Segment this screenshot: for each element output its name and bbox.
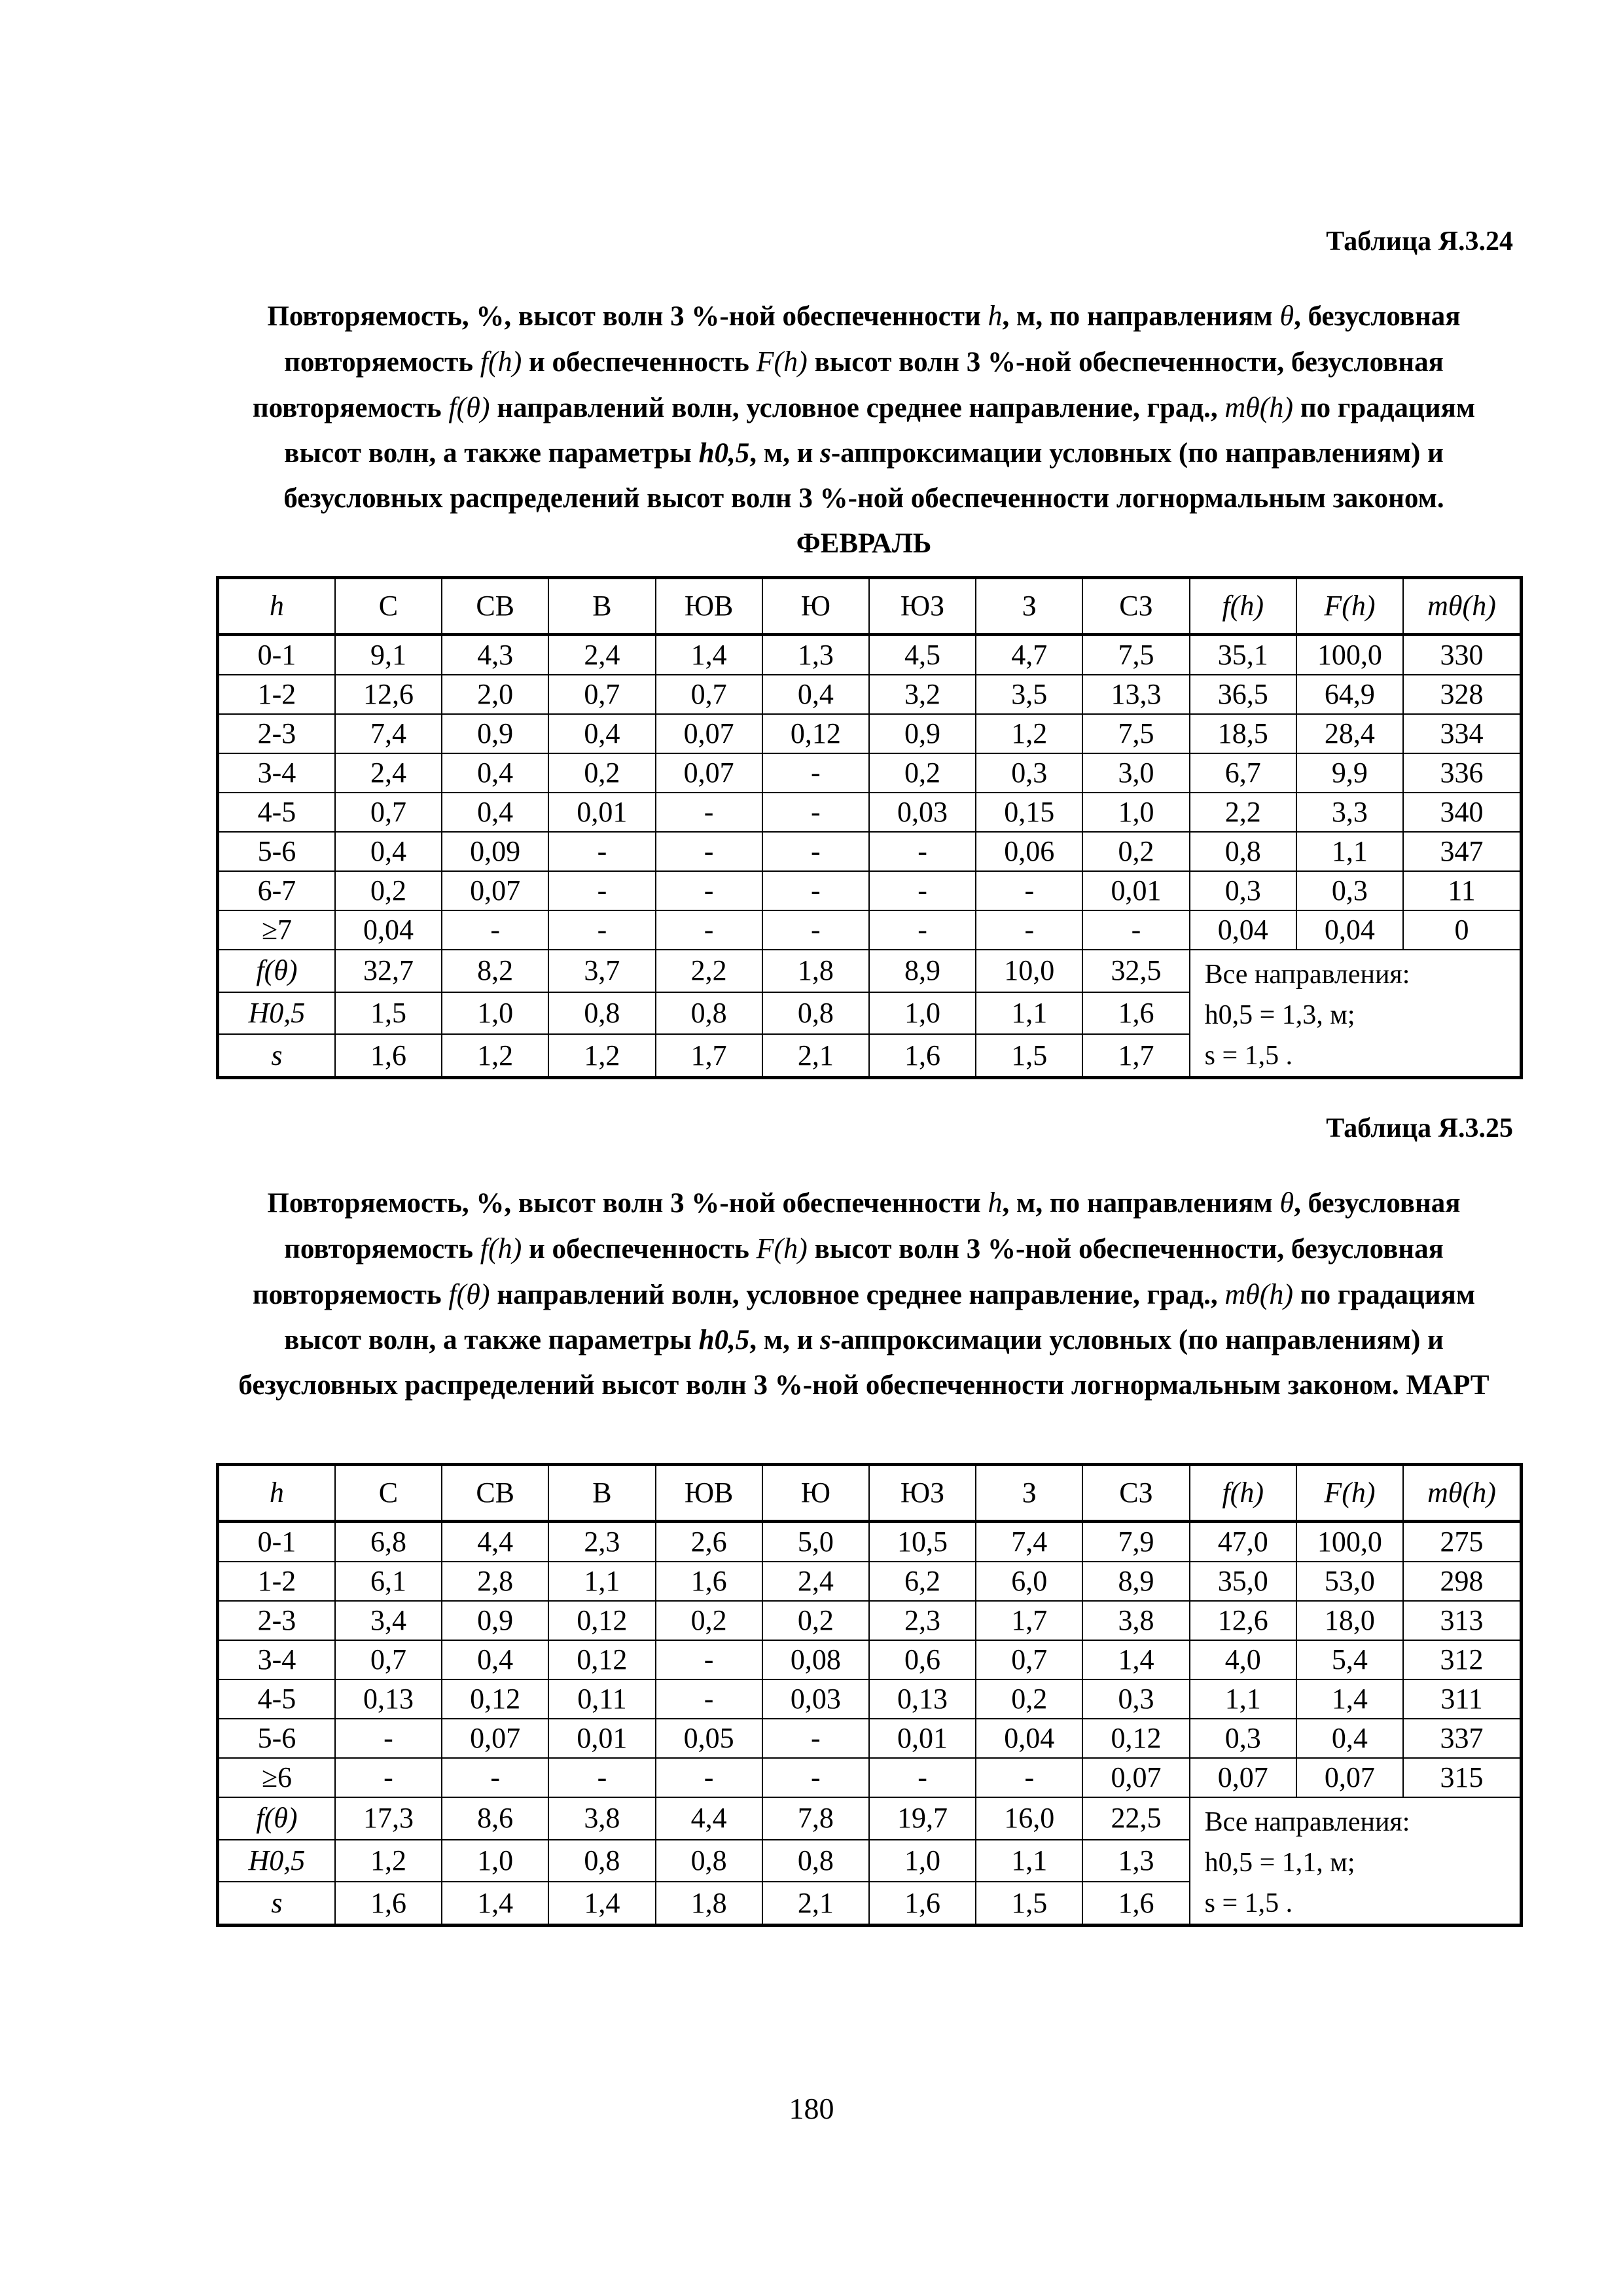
- table-cell: 0,12: [1082, 1719, 1189, 1758]
- table-cell: 10,0: [976, 950, 1082, 992]
- table-cell: 3,0: [1082, 753, 1189, 793]
- table-cell: 0,01: [548, 793, 655, 832]
- table-cell: 32,7: [335, 950, 442, 992]
- table-cell: 0,4: [442, 1640, 548, 1679]
- table-cell: 0,2: [548, 753, 655, 793]
- table-caption: Повторяемость, %, высот волн 3 %-ной обеспеченности h, м, по направлениям θ, безусловная повторяемость f(h) и обеспеченность F(h) высот волн 3 %-ной обеспеченности, безусловная повторяемость f(θ) направлений волн, условное среднее направление, град., mθ(h) по градациям высот волн, а также параметры h0,5, м, и s-аппроксимации условных (по направлениям) и безусловных распределений высот волн 3 %-ной обеспеченности логнормальным законом. ФЕВРАЛЬ: [252, 300, 1476, 559]
- table-cell: 0,07: [1190, 1758, 1296, 1797]
- table-cell: 1,4: [442, 1882, 548, 1925]
- table-cell: 1,7: [976, 1601, 1082, 1640]
- table-cell: -: [656, 832, 762, 871]
- note-line: Все направления:: [1204, 960, 1410, 990]
- table-cell: 1,2: [548, 1034, 655, 1077]
- table-cell: -: [762, 1719, 869, 1758]
- table-cell: 0,07: [442, 1719, 548, 1758]
- table-cell: 0,3: [1190, 1719, 1296, 1758]
- table-cell: 53,0: [1296, 1562, 1403, 1601]
- table-cell: 1,4: [656, 635, 762, 675]
- table-cell: 0,07: [1296, 1758, 1403, 1797]
- column-header: В: [548, 578, 655, 635]
- table-cell: 2,0: [442, 675, 548, 714]
- table-caption: Повторяемость, %, высот волн 3 %-ной обеспеченности h, м, по направлениям θ, безусловная повторяемость f(h) и обеспеченность F(h) высот волн 3 %-ной обеспеченности, безусловная повторяемость f(θ) направлений волн, условное среднее направление, град., mθ(h) по градациям высот волн, а также параметры h0,5, м, и s-аппроксимации условных (по направлениям) и безусловных распределений высот волн 3 %-ной обеспеченности логнормальным законом. МАРТ: [238, 1187, 1489, 1401]
- table-cell: 0: [1403, 910, 1521, 950]
- table-cell: 0,8: [1190, 832, 1296, 871]
- table-row: [218, 1719, 1522, 1758]
- row-label: 0-1: [218, 635, 335, 675]
- table-cell: -: [869, 1758, 976, 1797]
- table-cell: 298: [1403, 1562, 1521, 1601]
- table-cell: 0,12: [442, 1679, 548, 1719]
- table-cell: 7,5: [1082, 635, 1189, 675]
- table-cell: 1,3: [1082, 1840, 1189, 1882]
- all-directions-note: [1190, 950, 1522, 1078]
- table-cell: -: [762, 832, 869, 871]
- table-cell: 0,13: [869, 1679, 976, 1719]
- table-cell: -: [335, 1719, 442, 1758]
- table-cell: 0,03: [762, 1679, 869, 1719]
- table-cell: 6,7: [1190, 753, 1296, 793]
- table-cell: 0,07: [442, 871, 548, 910]
- table-cell: 0,6: [869, 1640, 976, 1679]
- note-line: Все направления:: [1204, 1807, 1410, 1837]
- table-cell: 0,01: [548, 1719, 655, 1758]
- table-cell: 6,0: [976, 1562, 1082, 1601]
- table-cell: 1,0: [442, 992, 548, 1035]
- row-label: 3-4: [218, 1640, 335, 1679]
- table-cell: 19,7: [869, 1797, 976, 1840]
- table-cell: 0,9: [869, 714, 976, 753]
- note-line: s = 1,5 .: [1204, 1888, 1293, 1918]
- table-cell: 2,3: [869, 1601, 976, 1640]
- column-header: f(h): [1190, 578, 1296, 635]
- table-cell: 2,2: [656, 950, 762, 992]
- table-cell: 28,4: [1296, 714, 1403, 753]
- table-cell: 0,07: [1082, 1758, 1189, 1797]
- column-header: СЗ: [1082, 1465, 1189, 1522]
- table-header-row: [218, 1465, 1522, 1522]
- table-cell: 4,7: [976, 635, 1082, 675]
- table-cell: 11: [1403, 871, 1521, 910]
- table-cell: 1,4: [548, 1882, 655, 1925]
- column-header: f(h): [1190, 1465, 1296, 1522]
- table-cell: 10,5: [869, 1522, 976, 1562]
- table-cell: 1,7: [656, 1034, 762, 1077]
- table-cell: 0,06: [976, 832, 1082, 871]
- table-cell: 2,3: [548, 1522, 655, 1562]
- table-cell: 0,7: [976, 1640, 1082, 1679]
- table-cell: 4,4: [656, 1797, 762, 1840]
- table-cell: 0,13: [335, 1679, 442, 1719]
- table-cell: 5,0: [762, 1522, 869, 1562]
- table-cell: 9,9: [1296, 753, 1403, 793]
- table-cell: 315: [1403, 1758, 1521, 1797]
- column-header: СВ: [442, 578, 548, 635]
- table-row: [218, 871, 1522, 910]
- column-header: h: [218, 578, 335, 635]
- table-cell: 0,8: [656, 1840, 762, 1882]
- page-number: 180: [789, 2092, 834, 2125]
- row-label: 4-5: [218, 1679, 335, 1719]
- table-number: Таблица Я.3.25: [1326, 1113, 1513, 1143]
- table-cell: 0,09: [442, 832, 548, 871]
- table-row: [218, 714, 1522, 753]
- table-cell: 35,0: [1190, 1562, 1296, 1601]
- table-cell: 0,3: [1296, 871, 1403, 910]
- table-cell: 337: [1403, 1719, 1521, 1758]
- table-cell: 0,01: [1082, 871, 1189, 910]
- table-cell: 7,4: [335, 714, 442, 753]
- table-cell: 330: [1403, 635, 1521, 675]
- table-cell: 1,6: [335, 1882, 442, 1925]
- column-header: ЮЗ: [869, 1465, 976, 1522]
- table-cell: 312: [1403, 1640, 1521, 1679]
- table-cell: 0,2: [1082, 832, 1189, 871]
- table-cell: 0,7: [656, 675, 762, 714]
- table-cell: 1,1: [976, 992, 1082, 1035]
- note-line: h0,5 = 1,3, м;: [1204, 1000, 1355, 1030]
- table-cell: 12,6: [1190, 1601, 1296, 1640]
- table-cell: 0,04: [1190, 910, 1296, 950]
- table-row: [218, 1601, 1522, 1640]
- table-cell: -: [762, 910, 869, 950]
- table-cell: 1,6: [1082, 1882, 1189, 1925]
- table-cell: 6,1: [335, 1562, 442, 1601]
- table-row: [218, 1679, 1522, 1719]
- row-label: H0,5: [218, 1840, 335, 1882]
- table-cell: 0,4: [548, 714, 655, 753]
- table-row: [218, 832, 1522, 871]
- table-cell: 4,4: [442, 1522, 548, 1562]
- table-summary-row: [218, 1797, 1522, 1840]
- table-summary-row: [218, 950, 1522, 992]
- table-cell: -: [762, 753, 869, 793]
- table-cell: 1,0: [442, 1840, 548, 1882]
- table-cell: 0,9: [442, 1601, 548, 1640]
- table-cell: 1,5: [335, 992, 442, 1035]
- table-cell: 1,0: [869, 992, 976, 1035]
- table-cell: 8,2: [442, 950, 548, 992]
- table-cell: 0,12: [762, 714, 869, 753]
- table-cell: 340: [1403, 793, 1521, 832]
- table-cell: 1,2: [976, 714, 1082, 753]
- table-row: [218, 1640, 1522, 1679]
- table-cell: 336: [1403, 753, 1521, 793]
- table-cell: 0,7: [548, 675, 655, 714]
- table-cell: 347: [1403, 832, 1521, 871]
- row-label: 1-2: [218, 1562, 335, 1601]
- table-cell: -: [548, 910, 655, 950]
- table-cell: 35,1: [1190, 635, 1296, 675]
- table-cell: 311: [1403, 1679, 1521, 1719]
- table-cell: 8,9: [1082, 1562, 1189, 1601]
- table-cell: 100,0: [1296, 635, 1403, 675]
- table-cell: 3,7: [548, 950, 655, 992]
- table-row: [218, 753, 1522, 793]
- table-cell: 0,15: [976, 793, 1082, 832]
- table-cell: 8,6: [442, 1797, 548, 1840]
- table-cell: 6,8: [335, 1522, 442, 1562]
- column-header: F(h): [1296, 578, 1403, 635]
- table-cell: 0,3: [1082, 1679, 1189, 1719]
- column-header: ЮВ: [656, 1465, 762, 1522]
- table-cell: 1,8: [762, 950, 869, 992]
- table-cell: -: [656, 793, 762, 832]
- table-cell: 16,0: [976, 1797, 1082, 1840]
- column-header: СВ: [442, 1465, 548, 1522]
- table-number: Таблица Я.3.24: [1326, 226, 1513, 257]
- table-cell: -: [656, 871, 762, 910]
- table-cell: 7,9: [1082, 1522, 1189, 1562]
- column-header: З: [976, 1465, 1082, 1522]
- table-cell: 13,3: [1082, 675, 1189, 714]
- table-cell: 2,4: [548, 635, 655, 675]
- row-label: 2-3: [218, 1601, 335, 1640]
- table-row: [218, 1522, 1522, 1562]
- table-cell: 4,3: [442, 635, 548, 675]
- column-header: Ю: [762, 578, 869, 635]
- table-cell: 1,5: [976, 1882, 1082, 1925]
- table-cell: 1,2: [335, 1840, 442, 1882]
- column-header: З: [976, 578, 1082, 635]
- table-cell: 1,4: [1082, 1640, 1189, 1679]
- table-cell: -: [335, 1758, 442, 1797]
- table-cell: 0,4: [1296, 1719, 1403, 1758]
- table-cell: 334: [1403, 714, 1521, 753]
- table-cell: 0,4: [442, 793, 548, 832]
- row-label: 2-3: [218, 714, 335, 753]
- table-cell: 7,8: [762, 1797, 869, 1840]
- table-cell: 2,1: [762, 1034, 869, 1077]
- table-cell: 0,05: [656, 1719, 762, 1758]
- column-header: ЮЗ: [869, 578, 976, 635]
- table-cell: 1,6: [869, 1034, 976, 1077]
- table-cell: 0,8: [548, 992, 655, 1035]
- table-cell: -: [869, 910, 976, 950]
- table-cell: 3,5: [976, 675, 1082, 714]
- column-header: С: [335, 578, 442, 635]
- table-cell: -: [869, 832, 976, 871]
- table-cell: 9,1: [335, 635, 442, 675]
- table-cell: 0,2: [976, 1679, 1082, 1719]
- table-cell: 3,2: [869, 675, 976, 714]
- column-header: В: [548, 1465, 655, 1522]
- table-cell: 0,2: [869, 753, 976, 793]
- table-cell: 0,07: [656, 714, 762, 753]
- row-label: H0,5: [218, 992, 335, 1035]
- table-cell: 275: [1403, 1522, 1521, 1562]
- table-cell: -: [548, 1758, 655, 1797]
- table-cell: 1,5: [976, 1034, 1082, 1077]
- table-row: [218, 1758, 1522, 1797]
- table-cell: -: [656, 910, 762, 950]
- row-label: 6-7: [218, 871, 335, 910]
- table-cell: 1,1: [1190, 1679, 1296, 1719]
- table-cell: 1,1: [548, 1562, 655, 1601]
- table-cell: -: [656, 1640, 762, 1679]
- table-cell: 3,8: [548, 1797, 655, 1840]
- column-header: mθ(h): [1403, 1465, 1521, 1522]
- table-cell: 18,0: [1296, 1601, 1403, 1640]
- column-header: СЗ: [1082, 578, 1189, 635]
- note-line: h0,5 = 1,1, м;: [1204, 1848, 1355, 1878]
- table-header-row: [218, 578, 1522, 635]
- row-label: f(θ): [218, 1797, 335, 1840]
- row-label: s: [218, 1882, 335, 1925]
- table-cell: 0,4: [762, 675, 869, 714]
- table-cell: 2,6: [656, 1522, 762, 1562]
- table-cell: 0,3: [976, 753, 1082, 793]
- table-cell: -: [869, 871, 976, 910]
- table-cell: 0,03: [869, 793, 976, 832]
- table-cell: -: [548, 871, 655, 910]
- table-cell: 0,07: [656, 753, 762, 793]
- column-header: mθ(h): [1403, 578, 1521, 635]
- table-row: [218, 1562, 1522, 1601]
- table-cell: -: [762, 1758, 869, 1797]
- row-label: 4-5: [218, 793, 335, 832]
- row-label: 1-2: [218, 675, 335, 714]
- table-cell: 2,4: [762, 1562, 869, 1601]
- table-cell: 1,6: [335, 1034, 442, 1077]
- table-cell: 0,08: [762, 1640, 869, 1679]
- table-cell: 22,5: [1082, 1797, 1189, 1840]
- table-cell: 1,0: [869, 1840, 976, 1882]
- table-cell: 64,9: [1296, 675, 1403, 714]
- table-cell: 32,5: [1082, 950, 1189, 992]
- table-cell: 0,4: [442, 753, 548, 793]
- table-cell: 313: [1403, 1601, 1521, 1640]
- table-cell: 1,8: [656, 1882, 762, 1925]
- column-header: F(h): [1296, 1465, 1403, 1522]
- table-cell: 0,01: [869, 1719, 976, 1758]
- table-cell: 1,6: [869, 1882, 976, 1925]
- table-cell: 0,4: [335, 832, 442, 871]
- table-cell: 2,2: [1190, 793, 1296, 832]
- table-cell: 18,5: [1190, 714, 1296, 753]
- row-label: 3-4: [218, 753, 335, 793]
- table-cell: 3,3: [1296, 793, 1403, 832]
- table-cell: 6,2: [869, 1562, 976, 1601]
- table-cell: 3,4: [335, 1601, 442, 1640]
- wave-table-february: [216, 576, 1523, 1079]
- row-label: 5-6: [218, 832, 335, 871]
- table-cell: 4,5: [869, 635, 976, 675]
- table-cell: 0,8: [762, 992, 869, 1035]
- table-cell: -: [1082, 910, 1189, 950]
- table-cell: 8,9: [869, 950, 976, 992]
- table-cell: 1,4: [1296, 1679, 1403, 1719]
- table-cell: 2,8: [442, 1562, 548, 1601]
- table-cell: -: [976, 871, 1082, 910]
- row-label: 0-1: [218, 1522, 335, 1562]
- table-cell: -: [976, 910, 1082, 950]
- table-cell: 0,7: [335, 1640, 442, 1679]
- table-row: [218, 675, 1522, 714]
- column-header: h: [218, 1465, 335, 1522]
- table-cell: 0,12: [548, 1640, 655, 1679]
- table-cell: -: [762, 871, 869, 910]
- table-cell: 1,2: [442, 1034, 548, 1077]
- table-cell: 1,0: [1082, 793, 1189, 832]
- table-cell: -: [762, 793, 869, 832]
- table-cell: 0,8: [656, 992, 762, 1035]
- row-label: 5-6: [218, 1719, 335, 1758]
- table-cell: -: [656, 1758, 762, 1797]
- table-cell: 328: [1403, 675, 1521, 714]
- table-cell: -: [442, 910, 548, 950]
- table-cell: 47,0: [1190, 1522, 1296, 1562]
- table-cell: -: [548, 832, 655, 871]
- table-cell: 0,12: [548, 1601, 655, 1640]
- row-label: f(θ): [218, 950, 335, 992]
- all-directions-note: [1190, 1797, 1522, 1926]
- row-label: s: [218, 1034, 335, 1077]
- table-cell: 1,6: [656, 1562, 762, 1601]
- table-cell: 0,04: [1296, 910, 1403, 950]
- column-header: Ю: [762, 1465, 869, 1522]
- table-cell: 100,0: [1296, 1522, 1403, 1562]
- table-cell: 36,5: [1190, 675, 1296, 714]
- table-cell: 17,3: [335, 1797, 442, 1840]
- table-cell: 0,11: [548, 1679, 655, 1719]
- table-cell: 5,4: [1296, 1640, 1403, 1679]
- table-cell: 0,8: [548, 1840, 655, 1882]
- table-cell: 0,3: [1190, 871, 1296, 910]
- note-line: s = 1,5 .: [1204, 1041, 1293, 1071]
- table-row: [218, 793, 1522, 832]
- column-header: ЮВ: [656, 578, 762, 635]
- wave-table-march: [216, 1463, 1523, 1927]
- table-cell: 0,04: [335, 910, 442, 950]
- table-cell: 0,9: [442, 714, 548, 753]
- table-cell: 1,7: [1082, 1034, 1189, 1077]
- table-cell: 0,2: [656, 1601, 762, 1640]
- row-label: ≥7: [218, 910, 335, 950]
- table-cell: 2,4: [335, 753, 442, 793]
- table-cell: 4,0: [1190, 1640, 1296, 1679]
- table-cell: 2,1: [762, 1882, 869, 1925]
- table-cell: 3,8: [1082, 1601, 1189, 1640]
- table-cell: -: [976, 1758, 1082, 1797]
- table-row: [218, 635, 1522, 675]
- column-header: С: [335, 1465, 442, 1522]
- table-cell: 1,6: [1082, 992, 1189, 1035]
- table-cell: 7,5: [1082, 714, 1189, 753]
- table-cell: -: [442, 1758, 548, 1797]
- table-cell: -: [656, 1679, 762, 1719]
- table-cell: 0,2: [762, 1601, 869, 1640]
- table-cell: 7,4: [976, 1522, 1082, 1562]
- row-label: ≥6: [218, 1758, 335, 1797]
- table-cell: 1,1: [976, 1840, 1082, 1882]
- table-row: [218, 910, 1522, 950]
- table-cell: 0,7: [335, 793, 442, 832]
- table-cell: 0,2: [335, 871, 442, 910]
- table-cell: 0,04: [976, 1719, 1082, 1758]
- table-cell: 1,3: [762, 635, 869, 675]
- table-cell: 12,6: [335, 675, 442, 714]
- table-cell: 0,8: [762, 1840, 869, 1882]
- table-cell: 1,1: [1296, 832, 1403, 871]
